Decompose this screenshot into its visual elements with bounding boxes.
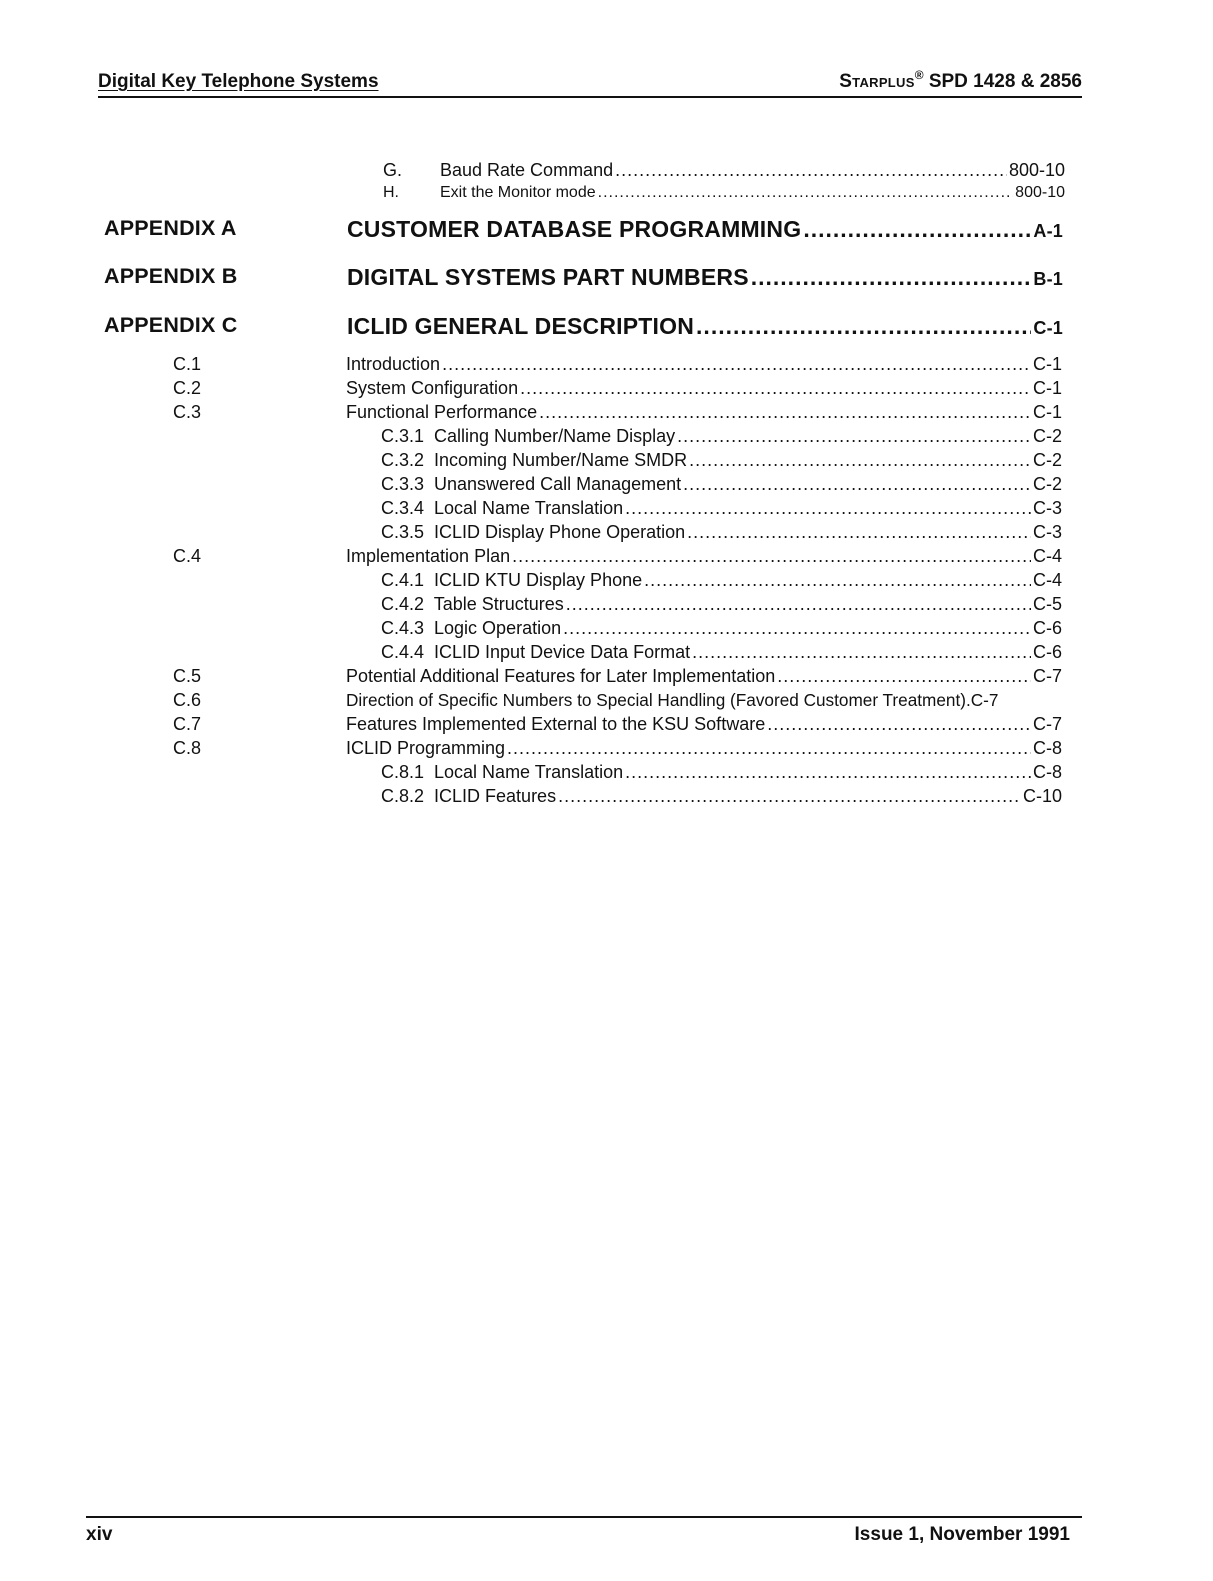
toc-subentry[interactable] — [381, 642, 1062, 663]
toc-entry-title: C.8.1 Local Name Translation — [381, 762, 624, 782]
toc-entry[interactable] — [346, 546, 1062, 567]
leader-dots — [615, 160, 1007, 181]
appendix-label-b: APPENDIX B — [104, 264, 238, 288]
leader-dots — [767, 714, 1031, 735]
section-number: C.7 — [173, 714, 202, 734]
appendix-label-c: APPENDIX C — [104, 313, 238, 337]
leader-dots — [803, 216, 1031, 243]
toc-entry-title: C.4.2 Table Structures — [381, 594, 564, 614]
toc-subentry[interactable] — [381, 570, 1062, 591]
toc-entry-title: C.4.4 ICLID Input Device Data Format — [381, 642, 691, 662]
toc-entry-title: System Configuration — [346, 378, 519, 398]
toc-entry-title: Baud Rate Command — [440, 160, 614, 180]
leader-dots — [507, 738, 1031, 759]
toc-entry-title: C.3.1 Calling Number/Name Display — [381, 426, 676, 446]
toc-entry-title: Introduction — [346, 354, 441, 374]
toc-entry[interactable] — [346, 354, 1062, 375]
leader-dots — [558, 786, 1021, 807]
section-number: C.1 — [173, 354, 202, 374]
toc-entry-title: C.4.3 Logic Operation — [381, 618, 562, 638]
toc-letter: H. — [383, 184, 399, 201]
toc-entry-page: C-7 — [1032, 714, 1062, 734]
toc-entry-title: C.3.2 Incoming Number/Name SMDR — [381, 450, 688, 470]
toc-entry-title: C.8.2 ICLID Features — [381, 786, 557, 806]
toc-entry[interactable] — [346, 738, 1062, 759]
toc-entry[interactable] — [346, 402, 1062, 423]
toc-entry-page: C-5 — [1032, 594, 1062, 614]
toc-appendix-b[interactable] — [347, 264, 1063, 291]
leader-dots — [625, 762, 1031, 783]
toc-entry-page: C-8 — [1032, 738, 1062, 758]
toc-entry-page: C-1 — [1032, 378, 1062, 398]
toc-subentry[interactable] — [381, 522, 1062, 543]
toc-subentry[interactable] — [381, 618, 1062, 639]
toc-entry-page: C-2 — [1032, 450, 1062, 470]
leader-dots — [751, 264, 1032, 291]
toc-entry-title: C.3.4 Local Name Translation — [381, 498, 624, 518]
toc-entry-page: 800-10 — [1008, 160, 1065, 180]
toc-entry-title: Features Implemented External to the KSU Software — [346, 714, 766, 734]
toc-subentry[interactable] — [381, 450, 1062, 471]
leader-dots — [566, 594, 1031, 615]
toc-entry-title: Implementation Plan — [346, 546, 511, 566]
leader-dots — [683, 474, 1031, 495]
toc-letter: G. — [383, 160, 403, 180]
toc-subentry[interactable] — [381, 786, 1062, 807]
toc-entry-title: Exit the Monitor mode — [440, 184, 596, 201]
appendix-page: C-1 — [1033, 318, 1063, 338]
toc-entry-page: C-6 — [1032, 618, 1062, 638]
leader-dots — [696, 313, 1031, 340]
header-brand: Starplus — [839, 71, 915, 92]
header-document-title: Digital Key Telephone Systems — [98, 71, 379, 92]
toc-entry-page: C-1 — [1032, 354, 1062, 374]
toc-subentry[interactable] — [381, 474, 1062, 495]
appendix-label-a: APPENDIX A — [104, 216, 237, 240]
toc-entry-page: C-2 — [1032, 474, 1062, 494]
toc-subentry[interactable] — [381, 594, 1062, 615]
leader-dots — [687, 522, 1031, 543]
leader-dots — [539, 402, 1031, 423]
appendix-title: DIGITAL SYSTEMS PART NUMBERS — [347, 264, 749, 290]
toc-entry-title: ICLID Programming — [346, 738, 506, 758]
toc-entry[interactable] — [346, 666, 1062, 687]
toc-entry-page: C-2 — [1032, 426, 1062, 446]
toc-entry[interactable] — [346, 714, 1062, 735]
section-number: C.8 — [173, 738, 202, 758]
toc-entry-title: C.3.5 ICLID Display Phone Operation — [381, 522, 686, 542]
toc-entry[interactable] — [346, 690, 1106, 711]
page-footer — [86, 1516, 1082, 1546]
toc-entry-page: C-3 — [1032, 498, 1062, 518]
toc-entry-page: C-4 — [1032, 546, 1062, 566]
leader-dots — [512, 546, 1031, 567]
section-number: C.2 — [173, 378, 202, 398]
toc-entry-title: Direction of Specific Numbers to Special Handling (Favored Customer Treatment).C-7 — [346, 690, 999, 710]
toc-entry-title: Potential Additional Features for Later Implementation — [346, 666, 776, 686]
page-number: xiv — [86, 1524, 113, 1545]
toc-subentry[interactable] — [381, 762, 1062, 783]
section-number: C.4 — [173, 546, 202, 566]
toc-entry-page: C-3 — [1032, 522, 1062, 542]
toc-entry[interactable] — [440, 160, 1065, 181]
leader-dots — [563, 618, 1031, 639]
appendix-title: ICLID GENERAL DESCRIPTION — [347, 313, 695, 339]
issue-date: Issue 1, November 1991 — [854, 1524, 1070, 1545]
leader-dots — [777, 666, 1031, 687]
leader-dots — [689, 450, 1031, 471]
toc-subentry[interactable] — [381, 498, 1062, 519]
toc-subentry[interactable] — [381, 426, 1062, 447]
leader-dots — [677, 426, 1031, 447]
toc-entry-page: C-4 — [1032, 570, 1062, 590]
toc-appendix-c[interactable] — [347, 313, 1063, 340]
toc-entry-page: 800-10 — [1015, 184, 1065, 201]
toc-entry-page: C-10 — [1022, 786, 1062, 806]
toc-entry-page: C-8 — [1032, 762, 1062, 782]
toc-entry[interactable] — [440, 184, 1065, 202]
toc-entry-page: C-6 — [1032, 642, 1062, 662]
toc-entry-title: C.3.3 Unanswered Call Management — [381, 474, 682, 494]
section-number: C.3 — [173, 402, 202, 422]
section-number: C.5 — [173, 666, 202, 686]
toc-entry-title: C.4.1 ICLID KTU Display Phone — [381, 570, 643, 590]
header-model: SPD 1428 & 2856 — [928, 71, 1082, 92]
toc-entry-title: Functional Performance — [346, 402, 538, 422]
registered-mark: ® — [914, 68, 924, 82]
section-number: C.6 — [173, 690, 202, 710]
leader-dots — [692, 642, 1031, 663]
leader-dots — [644, 570, 1031, 591]
toc-appendix-a[interactable] — [347, 216, 1063, 243]
appendix-page: A-1 — [1033, 221, 1063, 241]
page-header — [98, 68, 1082, 98]
header-product-title — [839, 68, 1082, 93]
leader-dots — [625, 498, 1031, 519]
leader-dots — [520, 378, 1031, 399]
appendix-title: CUSTOMER DATABASE PROGRAMMING — [347, 216, 802, 242]
toc-entry-page: C-7 — [1032, 666, 1062, 686]
toc-entry-page: C-1 — [1032, 402, 1062, 422]
leader-dots — [598, 184, 1014, 202]
appendix-page: B-1 — [1033, 269, 1063, 289]
toc-entry[interactable] — [346, 378, 1062, 399]
leader-dots — [442, 354, 1031, 375]
